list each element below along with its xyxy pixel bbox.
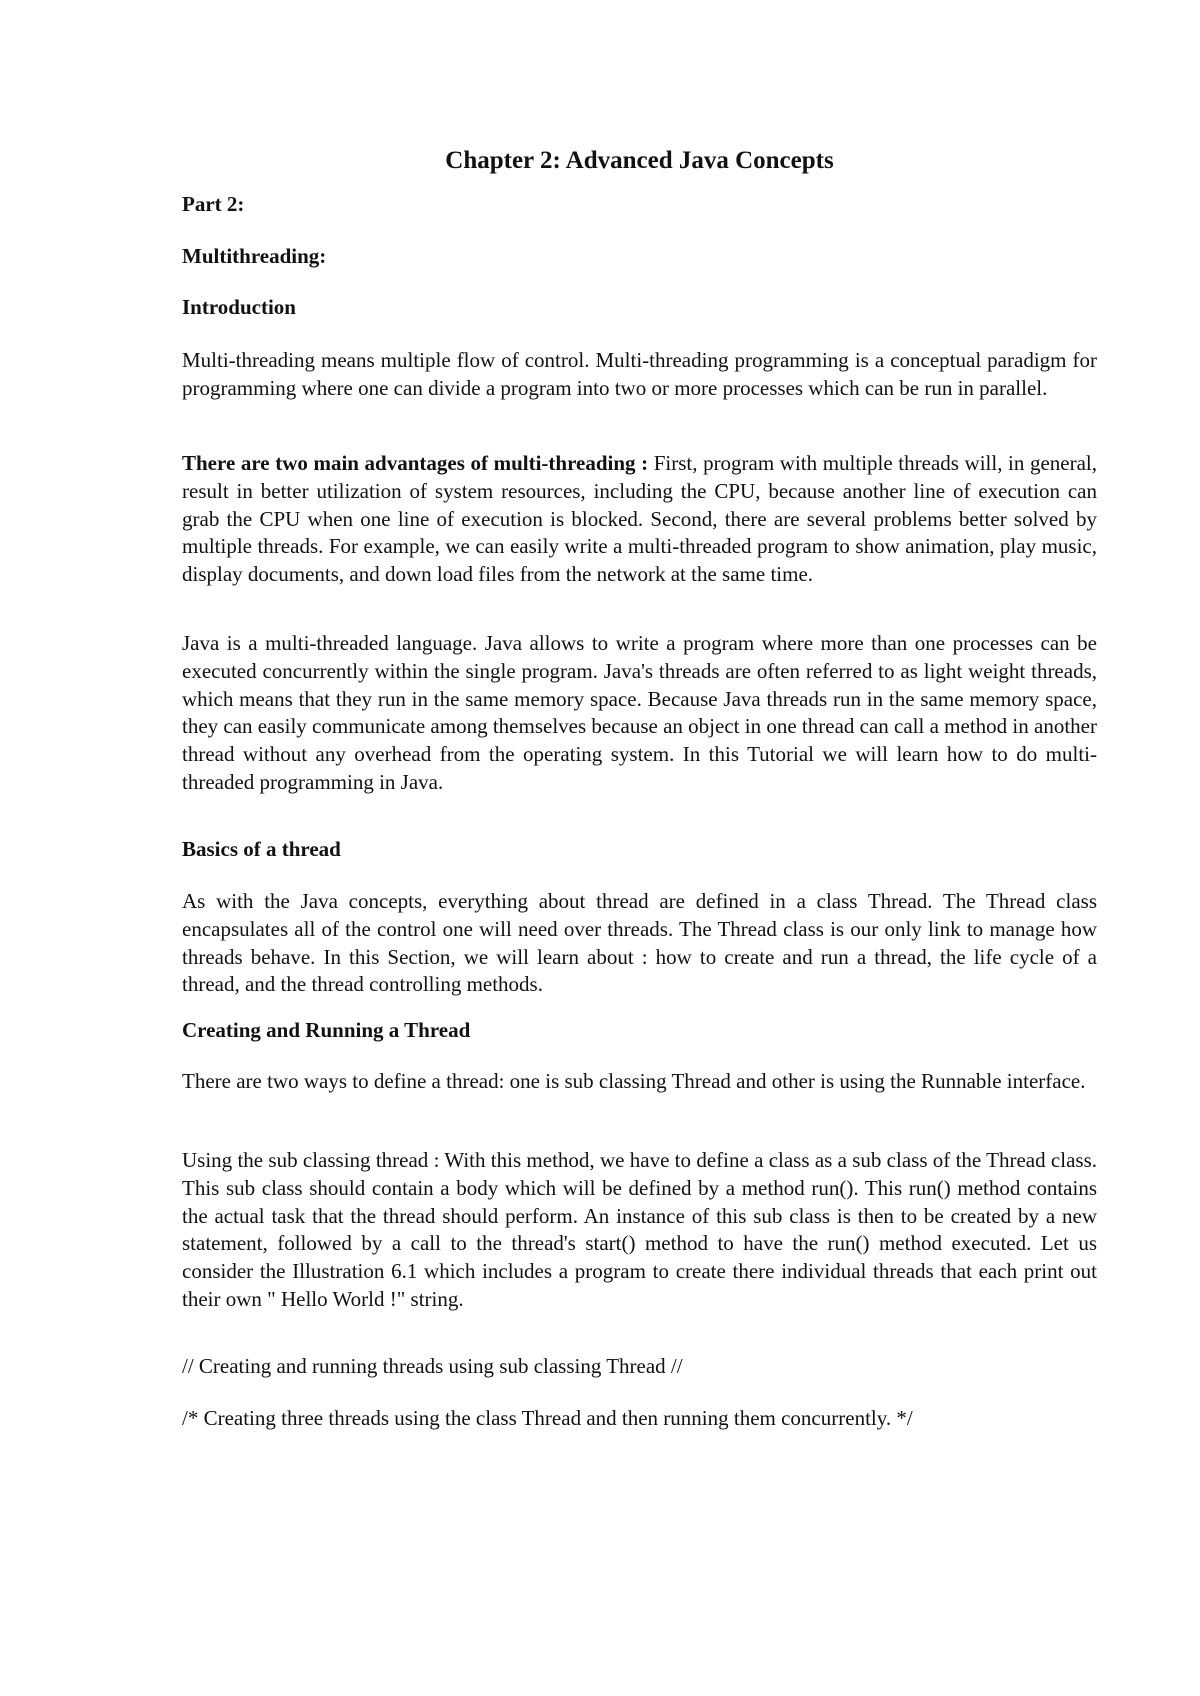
chapter-title: Chapter 2: Advanced Java Concepts bbox=[445, 147, 834, 174]
java-multithreaded-paragraph: Java is a multi-threaded language. Java allows to write a program where more than one processes can be executed concurrently within the single program. Java's threads are often referred to as light weight threads, which means that they run in the same memory space. Because Java threads run in the same memory space, they can easily communicate among themselves because an object in one thread can call a method in another thread without any overhead from the operating system. In this Tutorial we will learn how to do multi-threaded programming in Java. bbox=[182, 631, 1097, 794]
part-heading: Part 2: bbox=[182, 192, 245, 216]
basics-paragraph: As with the Java concepts, everything about thread are defined in a class Thread. The Thread class encapsulates all of the control one will need over threads. The Thread class is our only link to manage how threads behave. In this Section, we will learn about : how to create and run a thread, the life cycle of a thread, and the thread controlling methods. bbox=[182, 889, 1097, 997]
advantages-lead: There are two main advantages of multi-threading : bbox=[182, 451, 649, 475]
creating-paragraph-2: Using the sub classing thread : With this method, we have to define a class as a sub class of the Thread class. This sub class should contain a body which will be defined by a method run(). This run() method contains the actual task that the thread should perform. An instance of this sub class is then to be created by a new statement, followed by a call to the thread's start() method to have the run() method executed. Let us consider the Illustration 6.1 which includes a program to create there individual threads that each print out their own " Hello World !" string. bbox=[182, 1148, 1097, 1311]
creating-heading: Creating and Running a Thread bbox=[182, 1018, 471, 1042]
basics-heading: Basics of a thread bbox=[182, 837, 341, 861]
advantages-paragraph bbox=[182, 450, 1097, 589]
introduction-paragraph-1: Multi-threading means multiple flow of control. Multi-threading programming is a conceptual paradigm for programming where one can divide a program into two or more processes which can be run in parallel. bbox=[182, 348, 1097, 400]
code-comment-line-2: /* Creating three threads using the class Thread and then running them concurrently. */ bbox=[182, 1406, 913, 1430]
creating-paragraph-1: There are two ways to define a thread: one is sub classing Thread and other is using the Runnable interface. bbox=[182, 1069, 1086, 1093]
introduction-heading: Introduction bbox=[182, 295, 296, 319]
code-comment-line-1: // Creating and running threads using sub classing Thread // bbox=[182, 1354, 683, 1378]
topic-heading: Multithreading: bbox=[182, 244, 327, 268]
advantages-body: First, program with multiple threads will, in general, result in better utilization of system resources, including the CPU, because another line of execution can grab the CPU when one line of execution is blocked. Second, there are several problems better solved by multiple threads. For example, we can easily write a multi-threaded program to show animation, play music, display documents, and down load files from the network at the same time. bbox=[182, 451, 1098, 587]
